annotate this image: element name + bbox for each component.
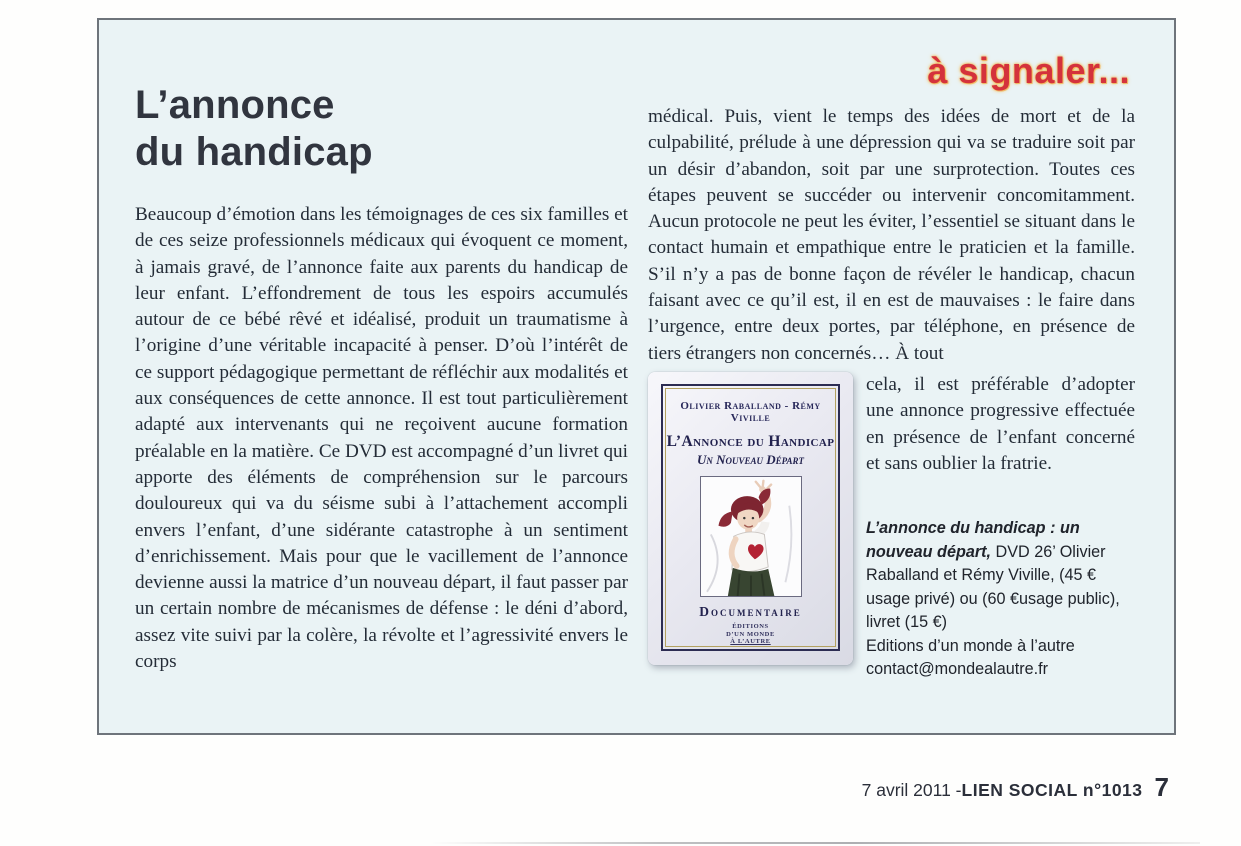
article-panel	[97, 18, 1176, 735]
article-paragraph-right: médical. Puis, vient le temps des idées de mort et de la culpabilité, prélude à une dépression qui va se traduire soit par un désir d’abandon, soit par une surprotection. Toutes ces étapes peuvent se succéder ou intervenir concomitamment. Aucun protocole ne peut les éviter, l’essentiel se situant dans le contact humain et empathique entre le praticien et la famille. S’il n’y a pas de bonne façon de révéler le handicap, chacun faisant avec ce qu’il est, il en est de mauvaises : le faire dans l’urgence, entre deux portes, par téléphone, en présence de tiers étrangers non concernés… À tout	[648, 106, 1135, 364]
dvd-cover	[648, 372, 853, 665]
scan-artifact	[430, 842, 1200, 844]
publisher-logo-line1: ÉDITIONS	[732, 623, 769, 631]
article-title	[135, 82, 615, 176]
publisher-logo-line2: D’UN MONDE	[726, 630, 775, 638]
publisher-logo-line3: À L’AUTRE	[730, 638, 771, 646]
footer-page-number: 7	[1154, 772, 1169, 802]
article-title-line1: L’annonce	[135, 83, 335, 127]
article-title-line2: du handicap	[135, 130, 373, 174]
dvd-caption-publisher: Editions d’un monde à l’autre	[866, 636, 1075, 655]
publisher-logo	[726, 623, 775, 646]
child-illustration	[701, 477, 801, 598]
dvd-cover-title: L’Annonce du Handicap	[666, 432, 835, 450]
dvd-caption	[866, 517, 1135, 682]
dvd-cover-frame	[661, 384, 840, 651]
dvd-caption-title: L’annonce du handicap : un nouveau départ,	[866, 519, 1080, 561]
article-column-left	[135, 192, 628, 675]
article-paragraph-left: Beaucoup d’émotion dans les témoignages de ces six familles et de ces seize professionnels médicaux qui évoquent ce moment, à jamais gravé, de l’annonce faite aux parents du handicap de leur enfant. L’effondrement de tous les espoirs accumulés autour de ce bébé rêvé et idéalisé, produit un traumatisme à l’origine d’une véritable incapacité à penser. D’où l’intérêt de ce support pédagogique permettant de réfléchir aux modalités et aux conséquences de cette annonce. Il est tout particulièrement adapté aux intervenants qui ne reçoivent aucune formation préalable en la matière. Ce DVD est accompagné d’un livret qui apporte des éléments de compréhension sur le parcours douloureux qui va du séisme subi à l’attachement accompli envers l’enfant, d’une sidérante catastrophe à un sentiment d’enrichissement. Mais pour que le vacillement de l’annonce devienne aussi la matrice d’un nouveau départ, il faut passer par un certain nombre de mécanismes de défense : le déni d’abord, assez vite suivi par la colère, la révolte et l’agressivité envers le corps	[135, 204, 628, 673]
dvd-cover-subtitle: Un Nouveau Départ	[696, 451, 804, 467]
article-column-right	[648, 104, 1135, 682]
dvd-caption-email: contact@mondealautre.fr	[866, 660, 1048, 679]
dvd-side-column	[866, 372, 1135, 682]
dvd-row	[648, 372, 1135, 682]
dvd-caption-details: DVD 26’ Olivier Raballand et Rémy Viville, (45 € usage privé) ou (60 €usage public), livret (15 €)	[866, 542, 1120, 632]
article-paragraph-wrap: cela, il est préférable d’adopter une annonce progressive effectuée en présence de l’enfant concerné et sans oublier la fratrie.	[866, 373, 1135, 474]
dvd-cover-genre: Documentaire	[699, 604, 802, 620]
section-label: à signaler...	[927, 50, 1130, 91]
dvd-cover-authors: Olivier Raballand - Rémy Viville	[680, 399, 821, 424]
footer-magazine-title: LIEN SOCIAL n°1013	[961, 780, 1143, 800]
dvd-cover-artbox	[700, 476, 802, 598]
footer-date: 7 avril 2011 -	[861, 780, 962, 800]
page-footer	[862, 772, 1169, 803]
